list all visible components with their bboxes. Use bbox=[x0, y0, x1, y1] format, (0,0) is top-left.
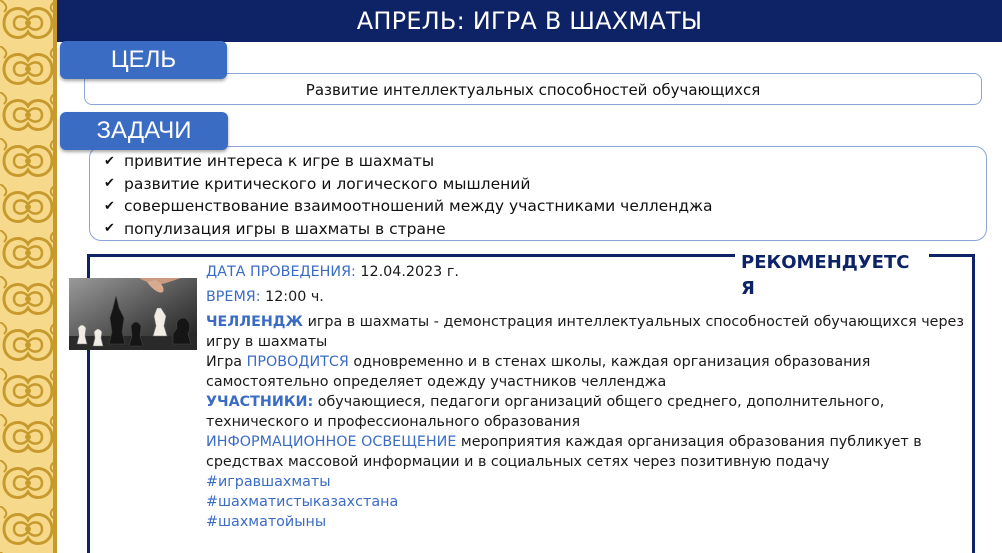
ornament-pattern-icon bbox=[0, 0, 57, 553]
task-text: привитие интереса к игре в шахматы bbox=[124, 152, 435, 171]
info-text: мероприятия каждая организация образования публикует в средствах массовой информации и в социальных сетях через позитивную подачу bbox=[206, 434, 922, 470]
event-time bbox=[206, 287, 966, 307]
check-icon: ✔ bbox=[104, 153, 115, 169]
participants-text: обучающиеся, педагоги организаций общего среднего, дополнительного, технического и профессионального образования bbox=[206, 394, 885, 430]
task-text: совершенствование взаимоотношений между участниками челленджа bbox=[124, 197, 713, 216]
date-label: ДАТА ПРОВЕДЕНИЯ: bbox=[206, 264, 356, 280]
hashtag-link[interactable]: #игравшахматы bbox=[206, 474, 331, 490]
event-date bbox=[206, 262, 966, 282]
date-value: 12.04.2023 г. bbox=[360, 264, 459, 280]
tasks-tab bbox=[60, 112, 228, 150]
page-title: АПРЕЛЬ: ИГРА В ШАХМАТЫ bbox=[356, 7, 703, 35]
recommended-line-2: Я bbox=[741, 278, 755, 299]
challenge-label: ЧЕЛЛЕНДЖ bbox=[206, 314, 304, 330]
held-prefix: Игра bbox=[206, 354, 243, 370]
held-text: одновременно и в стенах школы, каждая организация образования самостоятельно определяет одежду участников челленджа bbox=[206, 354, 871, 390]
chess-pieces-icon bbox=[69, 278, 197, 350]
check-icon: ✔ bbox=[104, 176, 115, 192]
task-item bbox=[104, 173, 986, 196]
hashtag-link[interactable]: #шахматистыказахстана bbox=[206, 494, 399, 510]
task-item bbox=[104, 150, 986, 173]
time-label: ВРЕМЯ: bbox=[206, 289, 261, 305]
event-challenge bbox=[206, 312, 966, 352]
tasks-box bbox=[89, 146, 987, 241]
participants-label: УЧАСТНИКИ: bbox=[206, 394, 314, 410]
event-info bbox=[206, 432, 966, 472]
recommended-line-1: РЕКОМЕНДУЕТС bbox=[741, 252, 910, 273]
task-text: популизация игры в шахматы в стране bbox=[124, 219, 446, 238]
task-item bbox=[104, 218, 986, 241]
hashtag-link[interactable]: #шахматойыны bbox=[206, 514, 327, 530]
task-item bbox=[104, 195, 986, 218]
time-value: 12:00 ч. bbox=[265, 289, 324, 305]
goal-tab-label: ЦЕЛЬ bbox=[110, 46, 177, 73]
goal-text: Развитие интеллектуальных способностей обучающихся bbox=[305, 81, 761, 99]
title-bar bbox=[57, 0, 1002, 42]
event-content bbox=[206, 262, 966, 532]
check-icon: ✔ bbox=[104, 221, 115, 237]
goal-tab bbox=[60, 41, 227, 79]
challenge-text: игра в шахматы - демонстрация интеллектуальных способностей обучающихся через игру в шахматы bbox=[206, 314, 964, 350]
event-participants bbox=[206, 392, 966, 432]
chess-photo bbox=[69, 278, 197, 350]
ornament-border bbox=[0, 0, 57, 553]
held-label: ПРОВОДИТСЯ bbox=[246, 354, 349, 370]
tasks-tab-label: ЗАДАЧИ bbox=[96, 117, 192, 144]
check-icon: ✔ bbox=[104, 198, 115, 214]
info-label: ИНФОРМАЦИОННОЕ ОСВЕЩЕНИЕ bbox=[206, 434, 457, 450]
task-text: развитие критического и логического мышлений bbox=[124, 174, 531, 193]
event-held bbox=[206, 352, 966, 392]
